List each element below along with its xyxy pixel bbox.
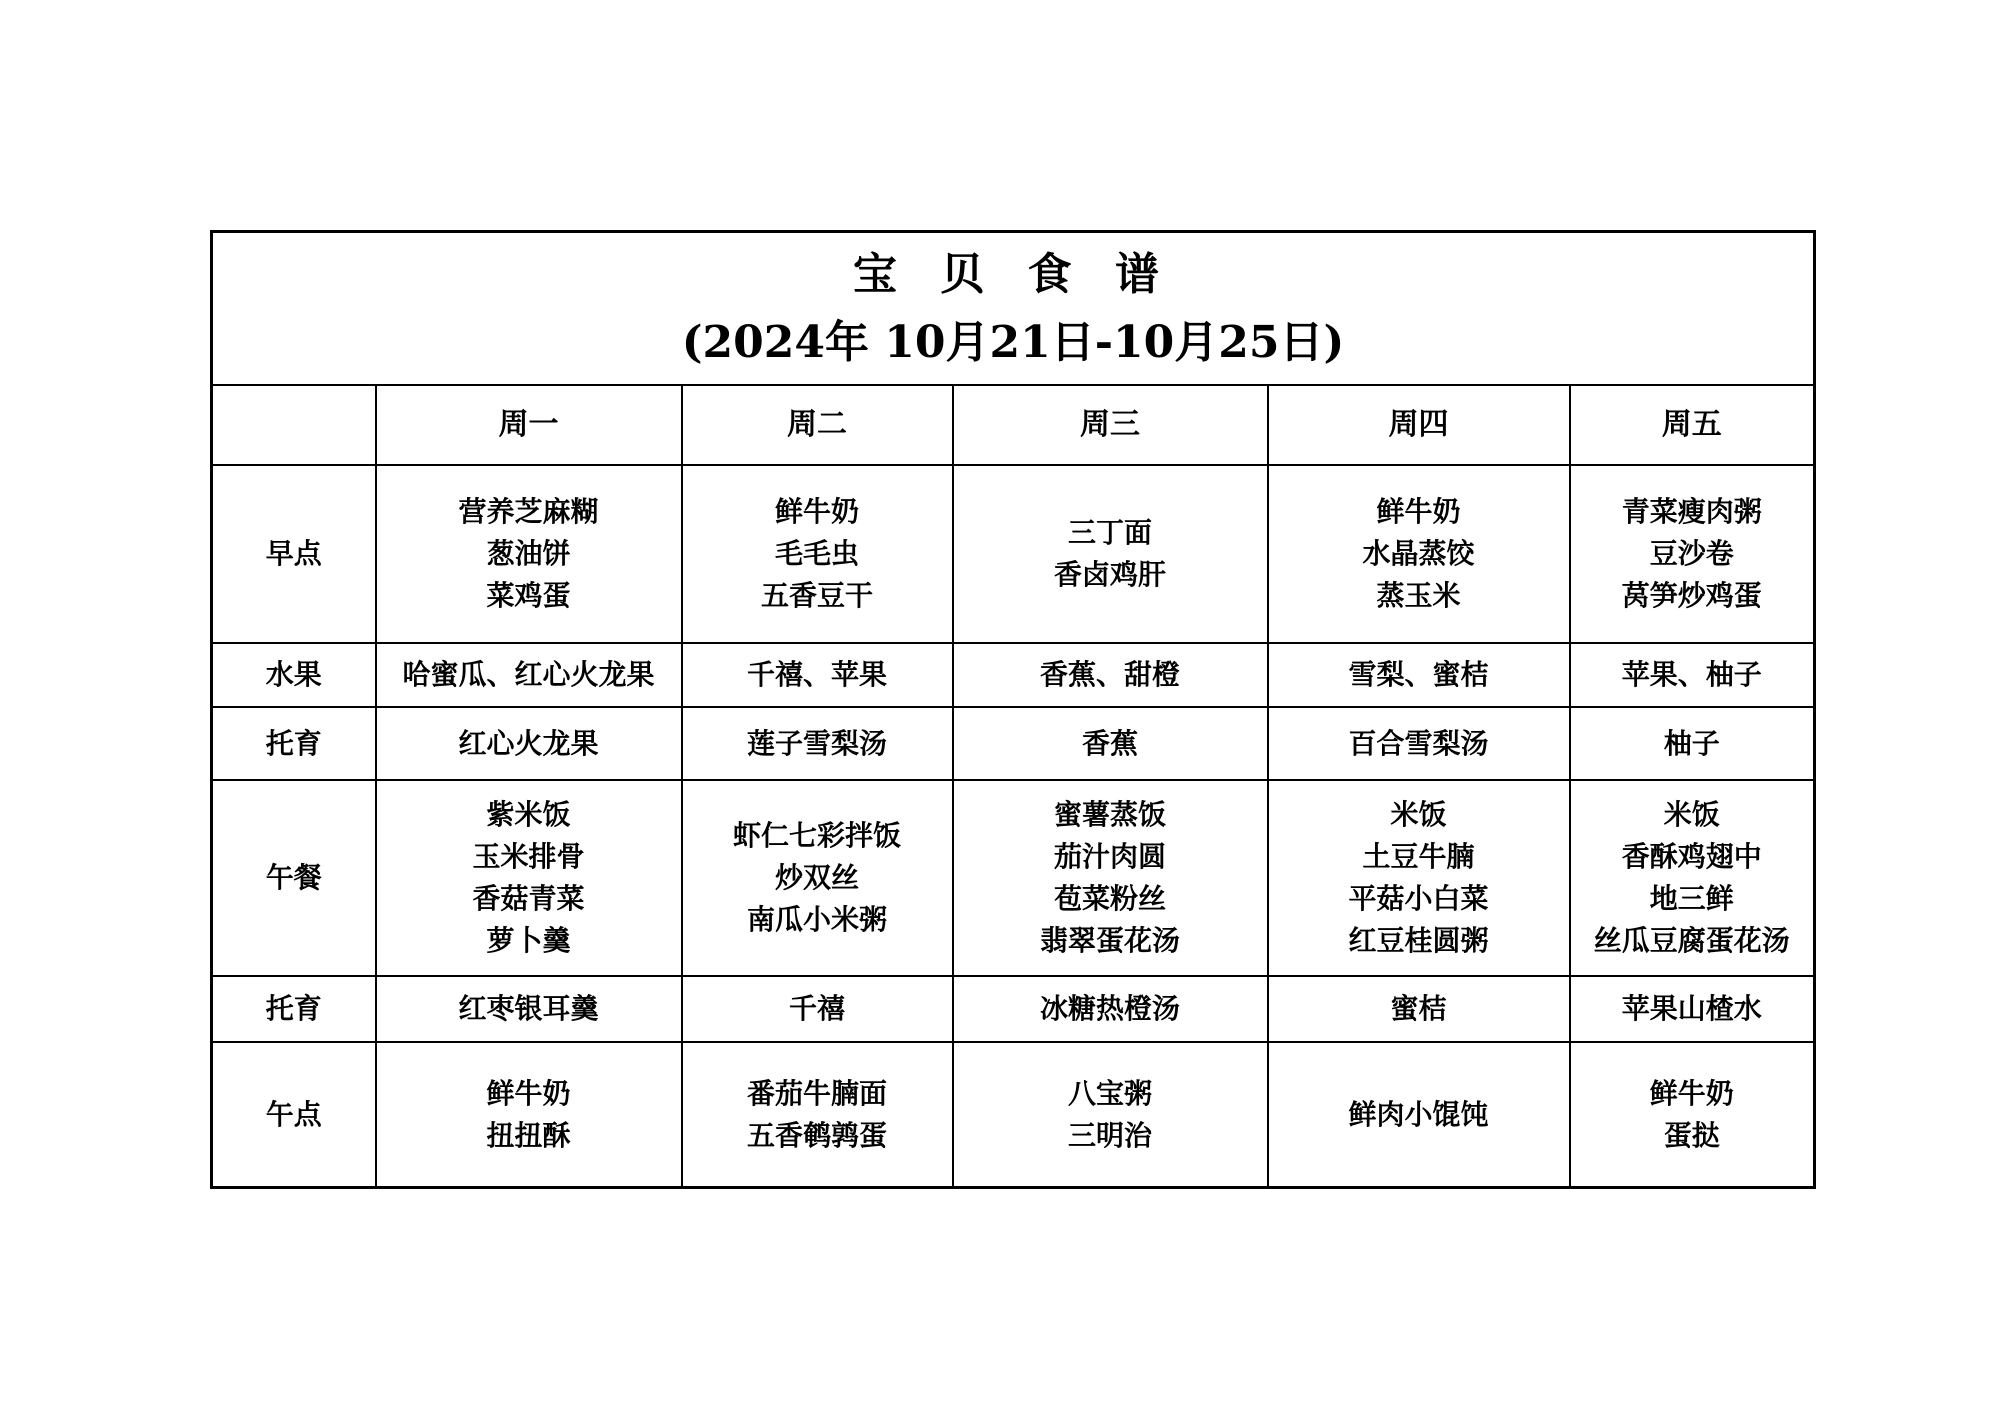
dish-name: 香菇青菜 (472, 882, 585, 915)
date-range: (2024年 10月21日-10月25日) (681, 316, 1345, 368)
dish-name: 红心火龙果 (458, 726, 599, 760)
dish-name: 营养芝麻糊 (458, 495, 599, 528)
menu-cell-monday (376, 707, 682, 780)
dish-name: 蜜薯蒸饭 (1053, 798, 1166, 831)
meal-label: 托育 (212, 707, 376, 780)
menu-cell-wednesday (953, 780, 1268, 976)
meal-label: 午餐 (212, 780, 376, 976)
meal-row-afternoon-snack (212, 1042, 1815, 1188)
dish-name: 苹果山楂水 (1621, 992, 1762, 1025)
menu-cell-thursday (1268, 643, 1570, 707)
dish-name: 鲜牛奶 (1649, 1076, 1734, 1110)
meal-row-fruit (212, 643, 1815, 707)
dish-name: 三丁面 (1067, 516, 1152, 549)
dish-name: 米饭 (1390, 798, 1447, 831)
dish-name: 八宝粥 (1067, 1076, 1152, 1110)
dish-name: 鲜肉小馄饨 (1348, 1097, 1489, 1131)
dish-name: 三明治 (1067, 1118, 1152, 1152)
dish-name: 萝卜羹 (486, 924, 571, 957)
menu-cell-friday (1570, 643, 1815, 707)
menu-cell-tuesday (682, 643, 953, 707)
menu-cell-thursday (1268, 976, 1570, 1042)
dish-name: 豆沙卷 (1649, 537, 1734, 570)
weekly-menu-table (210, 230, 1816, 1189)
dish-name: 雪梨、蜜桔 (1348, 658, 1489, 691)
menu-cell-friday (1570, 976, 1815, 1042)
dish-name: 五香豆干 (760, 579, 873, 612)
dish-name: 地三鲜 (1649, 882, 1734, 915)
dish-name: 炒双丝 (774, 861, 859, 894)
weekday-header-monday: 周一 (376, 385, 682, 465)
dish-name: 莴笋炒鸡蛋 (1621, 579, 1762, 612)
menu-cell-monday (376, 1042, 682, 1188)
dish-name: 冰糖热橙汤 (1039, 992, 1180, 1025)
dish-name: 米饭 (1663, 798, 1720, 831)
dish-name: 千禧、苹果 (746, 658, 887, 691)
meal-label: 托育 (212, 976, 376, 1042)
dish-name: 茄汁肉圆 (1053, 840, 1166, 873)
dish-name: 哈蜜瓜、红心火龙果 (402, 658, 655, 691)
menu-cell-friday (1570, 1042, 1815, 1188)
menu-cell-tuesday (682, 707, 953, 780)
weekday-header-friday: 周五 (1570, 385, 1815, 465)
dish-name: 蜜桔 (1390, 992, 1447, 1025)
dish-name: 香蕉 (1081, 726, 1138, 760)
dish-name: 五香鹌鹑蛋 (746, 1118, 887, 1152)
dish-name: 鲜牛奶 (1376, 495, 1461, 528)
meal-row-childcare-morning (212, 707, 1815, 780)
menu-cell-friday (1570, 707, 1815, 780)
dish-name: 香蕉、甜橙 (1039, 658, 1180, 691)
dish-name: 蒸玉米 (1376, 579, 1461, 612)
menu-title: 宝 贝 食 谱 (853, 248, 1173, 300)
dish-name: 苹果、柚子 (1621, 658, 1762, 691)
dish-name: 南瓜小米粥 (746, 903, 887, 936)
meal-label: 水果 (212, 643, 376, 707)
menu-cell-monday (376, 780, 682, 976)
dish-name: 虾仁七彩拌饭 (732, 819, 901, 852)
menu-cell-wednesday (953, 643, 1268, 707)
dish-name: 鲜牛奶 (774, 495, 859, 528)
dish-name: 翡翠蛋花汤 (1039, 924, 1180, 957)
title-cell (212, 232, 1815, 386)
dish-name: 千禧 (788, 992, 845, 1025)
menu-cell-tuesday (682, 1042, 953, 1188)
meal-row-childcare-afternoon (212, 976, 1815, 1042)
dish-name: 水晶蒸饺 (1362, 537, 1475, 570)
meal-label: 早点 (212, 465, 376, 643)
dish-name: 扭扭酥 (486, 1118, 571, 1152)
menu-cell-friday (1570, 465, 1815, 643)
menu-cell-friday (1570, 780, 1815, 976)
weekday-header-tuesday: 周二 (682, 385, 953, 465)
meal-row-breakfast (212, 465, 1815, 643)
meal-label: 午点 (212, 1042, 376, 1188)
menu-cell-tuesday (682, 976, 953, 1042)
dish-name: 菜鸡蛋 (486, 579, 571, 612)
dish-name: 柚子 (1663, 726, 1720, 760)
weekday-header-row (212, 385, 1815, 465)
menu-cell-monday (376, 976, 682, 1042)
dish-name: 番茄牛腩面 (746, 1076, 887, 1110)
menu-cell-thursday (1268, 707, 1570, 780)
dish-name: 香卤鸡肝 (1053, 558, 1166, 591)
dish-name: 百合雪梨汤 (1348, 726, 1489, 760)
menu-cell-monday (376, 643, 682, 707)
menu-cell-monday (376, 465, 682, 643)
menu-cell-thursday (1268, 465, 1570, 643)
dish-name: 玉米排骨 (472, 840, 585, 873)
dish-name: 土豆牛腩 (1362, 840, 1475, 873)
dish-name: 苞菜粉丝 (1053, 882, 1166, 915)
corner-cell (212, 385, 376, 465)
menu-cell-tuesday (682, 780, 953, 976)
dish-name: 平菇小白菜 (1348, 882, 1489, 915)
dish-name: 香酥鸡翅中 (1621, 840, 1762, 873)
dish-name: 丝瓜豆腐蛋花汤 (1593, 924, 1790, 957)
weekday-header-wednesday: 周三 (953, 385, 1268, 465)
menu-cell-thursday (1268, 1042, 1570, 1188)
menu-cell-wednesday (953, 707, 1268, 780)
menu-cell-wednesday (953, 976, 1268, 1042)
dish-name: 红枣银耳羹 (458, 992, 599, 1025)
menu-cell-thursday (1268, 780, 1570, 976)
dish-name: 蛋挞 (1663, 1118, 1720, 1152)
title-row (212, 232, 1815, 386)
dish-name: 红豆桂圆粥 (1348, 924, 1489, 957)
dish-name: 毛毛虫 (774, 537, 859, 570)
weekday-header-thursday: 周四 (1268, 385, 1570, 465)
menu-cell-tuesday (682, 465, 953, 643)
menu-cell-wednesday (953, 465, 1268, 643)
dish-name: 鲜牛奶 (486, 1076, 571, 1110)
dish-name: 紫米饭 (486, 798, 571, 831)
dish-name: 青菜瘦肉粥 (1621, 495, 1762, 528)
menu-cell-wednesday (953, 1042, 1268, 1188)
dish-name: 葱油饼 (486, 537, 571, 570)
dish-name: 莲子雪梨汤 (746, 726, 887, 760)
meal-row-lunch (212, 780, 1815, 976)
